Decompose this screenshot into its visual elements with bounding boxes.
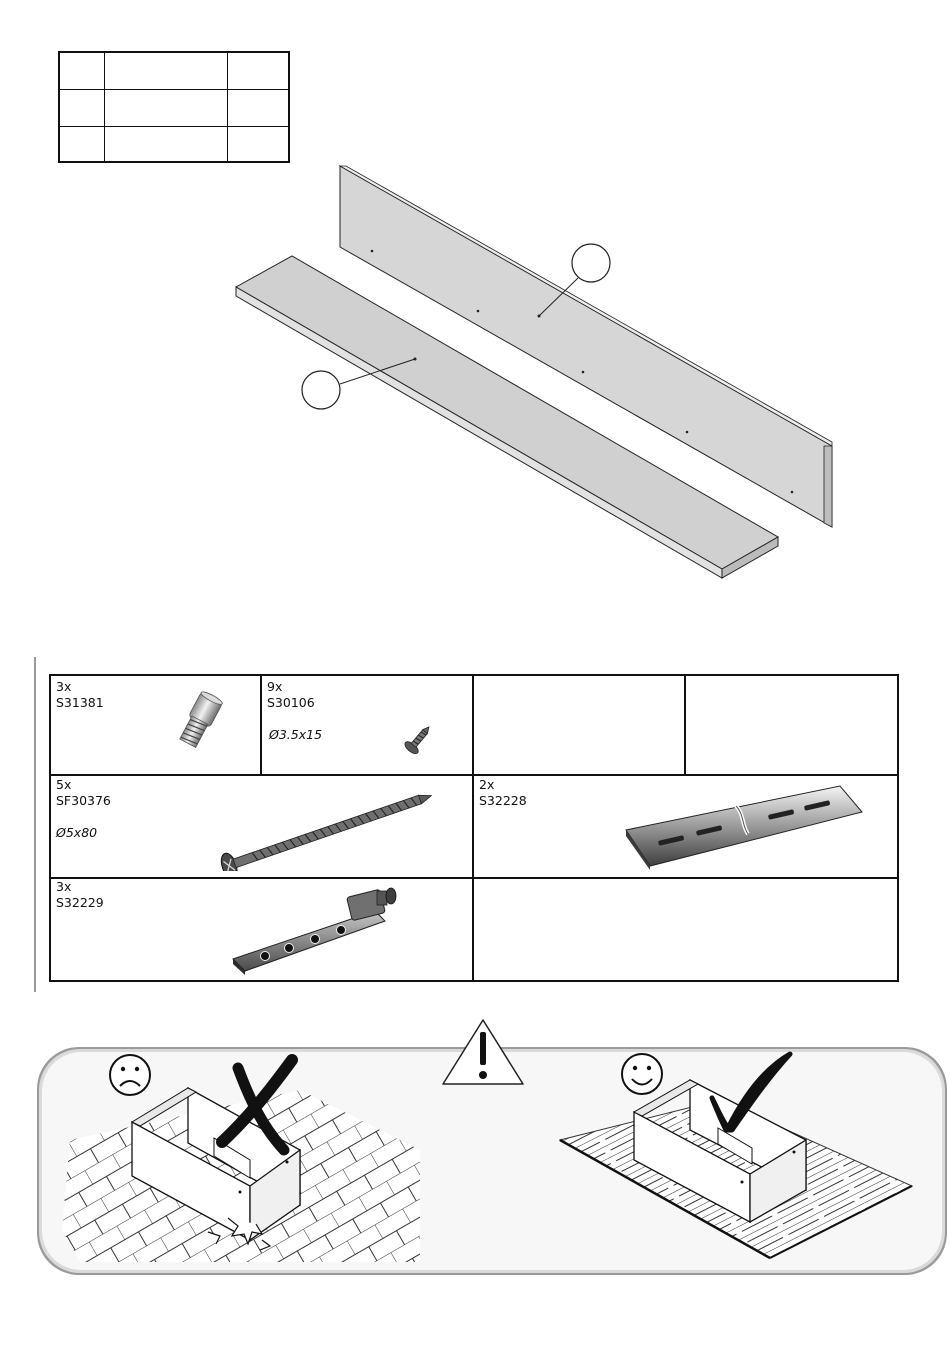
small-screw-icon [398, 720, 438, 760]
item-quantity: 5x [56, 777, 72, 792]
table-row-divider [60, 89, 288, 90]
hardware-list [49, 674, 899, 982]
item-code: S31381 [56, 695, 104, 710]
hardware-item [51, 776, 472, 877]
hardware-item [51, 676, 260, 774]
table-column-divider [227, 53, 228, 161]
boards-illustration [0, 160, 950, 600]
item-code: SF30376 [56, 793, 111, 808]
smiley-face-icon [622, 1054, 662, 1094]
table-row-divider [60, 126, 288, 127]
hardware-margin-rule [34, 657, 36, 992]
item-code: S32228 [479, 793, 527, 808]
connector-plate-icon [618, 778, 866, 872]
item-code: S32229 [56, 895, 104, 910]
item-quantity: 2x [479, 777, 495, 792]
table-column-divider [104, 53, 105, 161]
handling-warning-panel [0, 1010, 950, 1290]
sad-face-icon [110, 1055, 150, 1095]
long-screw-icon [209, 791, 439, 871]
item-quantity: 9x [267, 679, 283, 694]
item-dimension: Ø3.5x15 [269, 727, 323, 742]
hardware-grid-line [684, 676, 686, 775]
item-code: S30106 [267, 695, 315, 710]
item-quantity: 3x [56, 879, 72, 894]
item-dimension: Ø5x80 [56, 825, 98, 840]
hardware-item [262, 676, 472, 774]
item-quantity: 3x [56, 679, 72, 694]
parts-table [58, 51, 290, 163]
bracket-hook-icon [229, 883, 409, 977]
dowel-icon [163, 690, 235, 754]
hardware-item [51, 879, 472, 979]
hardware-item [474, 776, 897, 877]
